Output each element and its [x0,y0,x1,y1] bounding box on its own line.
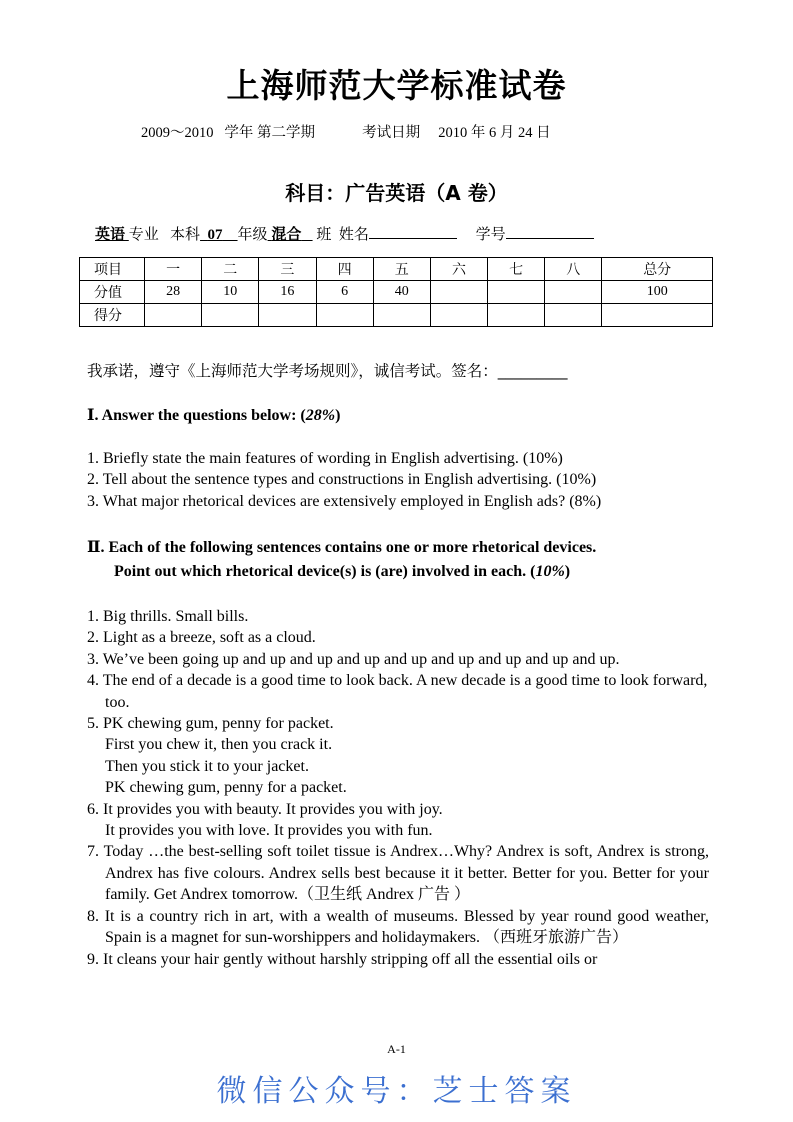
table-cell: 16 [259,281,316,304]
table-cell: 6 [316,281,373,304]
table-cell [488,281,545,304]
table-cell [316,304,373,327]
subject-title: 科目：广告英语（A 卷） [285,181,508,205]
level: 本科 [170,227,201,243]
class-label: 班 [316,227,332,243]
table-cell: 总分 [602,258,713,281]
question: 2. Tell about the sentence types and constructions in English advertising. (10%) [87,471,597,489]
major-label: 专业 [128,227,159,243]
list-item: 9. It cleans your hair gently without harshly stripping off all the essential oils or [87,950,598,968]
table-cell: 八 [545,258,602,281]
section-close: ) [335,407,341,424]
name-field[interactable] [369,224,457,239]
table-cell [430,281,487,304]
list-item: 7. Today …the best-selling soft toilet tissue is Andrex…Why? Andrex is soft, Andrex is strong, Andrex has five colours. Andrex sells best because it it better. Better for you. Better for your family. Get Andrex tomorrow.（卫生纸 Andrex 广告 ） [87,843,709,904]
section-1-heading [87,405,340,425]
table-cell: 10 [202,281,259,304]
table-cell: 四 [316,258,373,281]
academic-year: 2009～2010 [141,125,214,141]
major-value: 英语 [95,227,126,243]
list-item: 8. It is a country rich in art, with a wealth of museums. Blessed by year round good weather, Spain is a magnet for sun-worshippers and holidaymakers. （西班牙旅游广告） [87,907,709,947]
table-cell [373,304,430,327]
item-line: It provides you with love. It provides you with fun. [105,822,433,840]
table-cell [545,281,602,304]
table-cell: 项目 [80,258,145,281]
year-label: 学年 [224,125,254,141]
item-line: PK chewing gum, penny for a packet. [105,779,347,797]
student-id-field[interactable] [506,224,594,239]
grade-value: 07 [207,227,223,243]
table-cell [430,304,487,327]
section-2-items [87,606,709,970]
item-line: 5. PK chewing gum, penny for packet. [87,715,334,733]
table-cell: 二 [202,258,259,281]
list-item: 3. We’ve been going up and up and up and up and up and up and up and up and up. [87,650,620,668]
section-weight: 10% [535,563,565,580]
table-cell: 得分 [80,304,145,327]
list-item [87,799,709,842]
date-label: 考试日期 [362,125,421,141]
section-title-line2: Point out which rhetorical device(s) is (are) involved in each. ( [114,563,536,580]
table-cell [259,304,316,327]
exam-title: 上海师范大学标准试卷 [226,66,567,105]
table-cell: 100 [602,281,713,304]
table-cell: 28 [145,281,202,304]
id-label: 学号 [475,227,506,243]
score-table [79,257,713,327]
item-line: First you chew it, then you crack it. [105,736,333,754]
page-number: A-1 [387,1042,406,1056]
list-item: 4. The end of a decade is a good time to look back. A new decade is a good time to look forward, too. [87,672,708,711]
name-label: 姓名 [338,227,369,243]
class-value: 混合 [271,227,302,243]
table-cell: 五 [373,258,430,281]
table-cell [202,304,259,327]
question: 3. What major rhetorical devices are extensively employed in English ads? (8%) [87,492,602,510]
table-cell: 40 [373,281,430,304]
table-cell [602,304,713,327]
student-info-line [95,223,594,244]
table-cell: 一 [145,258,202,281]
table-row [80,281,713,304]
section-close: ) [564,563,571,580]
integrity-pledge: 我承诺，遵守《上海师范大学考场规则》，诚信考试。签名：_________ [87,362,568,380]
table-cell [488,304,545,327]
term: 第二学期 [257,125,315,141]
table-header-row [80,258,713,281]
list-item: 2. Light as a breeze, soft as a cloud. [87,629,316,647]
item-line: 6. It provides you with beauty. It provides you with joy. [87,800,443,818]
section-title: . Answer the questions below: ( [94,407,306,424]
section-weight: 28% [305,407,336,424]
section-1-questions [87,448,601,512]
list-item [87,713,709,799]
exam-date-line [141,121,551,142]
date-value: 2010 年 6 月 24 日 [438,125,551,141]
table-cell [545,304,602,327]
list-item: 1. Big thrills. Small bills. [87,608,249,625]
table-cell: 七 [488,258,545,281]
table-cell: 三 [259,258,316,281]
table-cell: 六 [430,258,487,281]
table-cell [145,304,202,327]
section-title-line1: . Each of the following sentences contains one or more rhetorical devices. [100,539,597,556]
section-numeral: Ⅰ [87,407,95,424]
grade-label: 年级 [237,227,268,243]
table-cell: 分值 [80,281,145,304]
watermark: 微信公众号：芝士答案 [216,1074,577,1109]
item-line: Then you stick it to your jacket. [105,757,309,775]
question: 1. Briefly state the main features of wording in English advertising. (10%) [87,450,563,467]
section-numeral: Ⅱ [87,539,101,556]
table-row [80,304,713,327]
section-2-heading [87,536,596,584]
